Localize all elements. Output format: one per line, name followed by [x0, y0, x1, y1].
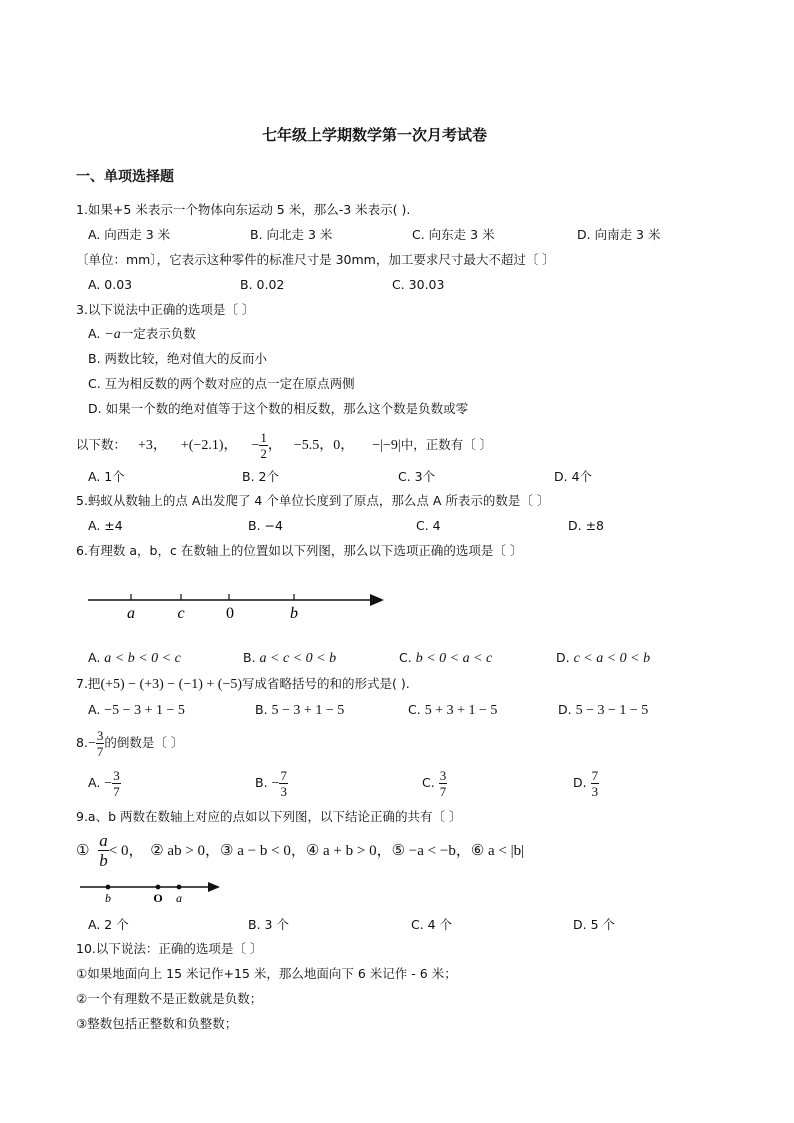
q9-label-a: a — [176, 891, 182, 905]
q6-stem: 6.有理数 a，b，c 在数轴上的位置如以下列图，那么以下选项正确的选项是〔 〕 — [76, 543, 523, 558]
q7-option-b: B. 5 − 3 + 1 − 5 — [255, 702, 345, 718]
q9-label-b: b — [105, 891, 111, 905]
q4-option-a: A. 1个 — [88, 469, 125, 484]
q3-option-a — [88, 328, 196, 342]
q10-statement-2: ②一个有理数不是正数就是负数； — [76, 991, 263, 1006]
q6-arrow-icon — [370, 594, 384, 606]
q9-option-c: C. 4 个 — [411, 917, 453, 932]
q4-number-3-sign: − — [251, 438, 260, 453]
q9-fraction-a-over-b: $\frac{a}{b}$ — [99, 831, 108, 870]
q6-label-a: a — [127, 605, 135, 622]
q5-option-b: B. −4 — [248, 518, 283, 533]
q9-arrow-icon — [208, 882, 220, 892]
q2-stem: 〔单位：mm〕，它表示这种零件的标准尺寸是 30mm，加工要求尺寸最大不超过〔 〕 — [76, 252, 555, 267]
q6-number-line — [80, 585, 390, 625]
q6-option-b: B. a < c < 0 < b — [243, 650, 337, 666]
q9-label-o: O — [153, 891, 163, 905]
q2-option-a: A. 0.03 — [88, 277, 133, 292]
q10-stem: 10.以下说法：正确的选项是〔 〕 — [76, 941, 263, 956]
q9-stem: 9.a、b 两数在数轴上对应的点如以下列图，以下结论正确的共有〔 〕 — [76, 809, 462, 824]
q1-option-d: D. 向南走 3 米 — [577, 227, 661, 242]
q7-option-c: C. 5 + 3 + 1 − 5 — [408, 702, 498, 718]
q4-number-2: +(−2.1)， — [180, 438, 238, 453]
q4-number-1: +3， — [138, 438, 167, 453]
q9-statements-rest: ② ab > 0，③ a − b < 0，④ a + b > 0，⑤ −a < −b，⑥ a < |b| — [150, 843, 525, 859]
q2-option-b: B. 0.02 — [240, 277, 285, 292]
q10-statement-1: ①如果地面向上 15 米记作+15 米，那么地面向下 6 米记作 - 6 米； — [76, 966, 457, 981]
q9-option-a: A. 2 个 — [88, 917, 129, 932]
q9-point-a — [177, 885, 182, 890]
q9-option-b: B. 3 个 — [248, 917, 289, 932]
q4-number-5: −|−9| — [372, 438, 401, 453]
q4-option-c: C. 3个 — [398, 469, 436, 484]
q5-option-d: D. ±8 — [568, 518, 604, 533]
q4-number-4: −5.5，0， — [293, 438, 355, 453]
q1-option-a: A. 向西走 3 米 — [88, 227, 171, 242]
q7-option-d: D. 5 − 3 − 1 − 5 — [558, 702, 649, 718]
q6-label-0: 0 — [226, 605, 234, 622]
q5-option-c: C. 4 — [416, 518, 441, 533]
q3-option-d: D. 如果一个数的绝对值等于这个数的相反数，那么这个数是负数或零 — [88, 401, 469, 416]
q9-point-b — [106, 885, 111, 890]
q10-statement-3: ③整数包括正整数和负整数； — [76, 1016, 238, 1031]
q7-expression: (+5) − (+3) − (−1) + (−5) — [100, 677, 243, 692]
q3-option-a-math: −a — [104, 327, 121, 342]
q9-option-d: D. 5 个 — [573, 917, 615, 932]
q2-option-c: C. 30.03 — [392, 277, 445, 292]
q1-option-b: B. 向北走 3 米 — [250, 227, 333, 242]
q4-option-b: B. 2个 — [242, 469, 279, 484]
q5-stem: 5.蚂蚁从数轴上的点 A出发爬了 4 个单位长度到了原点，那么点 A 所表示的数是〔 〕 — [76, 493, 550, 508]
q4-number-3-fraction: $\frac{1}{2}$ — [260, 430, 267, 461]
q4-lead: 以下数： — [76, 437, 127, 452]
q4-stem: 以下数： +3， +(−2.1)， − $\frac{1}{2}$ ， −5.5，0， −|−9|中，正数有〔 〕 — [76, 430, 493, 461]
q7-option-a: A. −5 − 3 + 1 − 5 — [88, 702, 185, 718]
q3-option-c: C. 互为相反数的两个数对应的点一定在原点两侧 — [88, 376, 355, 391]
q8-option-d: D. $\frac{7}{3}$ — [573, 768, 599, 799]
q1-stem: 1.如果+5 米表示一个物体向东运动 5 米，那么-3 米表示( ). — [76, 202, 411, 217]
q4-option-d: D. 4个 — [554, 469, 593, 484]
page-title: 七年级上学期数学第一次月考试卷 — [262, 126, 488, 144]
q8-option-b: B. − $\frac{7}{3}$ — [255, 768, 287, 799]
q6-label-c: c — [177, 605, 185, 622]
q3-option-a-label: A. — [88, 326, 105, 341]
q4-tail: 中，正数有〔 〕 — [400, 437, 493, 452]
q8-fraction: $\frac{3}{7}$ — [96, 728, 104, 759]
q7-stem: 7.把(+5) − (+3) − (−1) + (−5)写成省略括号的和的形式是( ). — [76, 676, 410, 692]
q8-option-a: A. − $\frac{3}{7}$ — [88, 768, 120, 799]
q3-option-a-text: 一定表示负数 — [120, 326, 196, 341]
q9-number-line — [80, 878, 224, 908]
q6-label-b: b — [290, 605, 298, 622]
q3-stem: 3.以下说法中正确的选项是〔 〕 — [76, 302, 255, 317]
q8-option-c: C. $\frac{3}{7}$ — [422, 768, 447, 799]
q9-statements: ① $\frac{a}{b}$ < 0， ② ab > 0，③ a − b < 0，④ a + b > 0，⑤ −a < −b，⑥ a < |b| — [76, 831, 525, 870]
q5-option-a: A. ±4 — [88, 518, 123, 533]
q6-option-a: A. a < b < 0 < c — [88, 650, 181, 666]
q8-stem: 8.− $\frac{3}{7}$ 的倒数是〔 〕 — [76, 728, 184, 759]
q1-option-c: C. 向东走 3 米 — [412, 227, 495, 242]
q3-option-b: B. 两数比较，绝对值大的反而小 — [88, 351, 268, 366]
section-heading: 一、单项选择题 — [76, 169, 174, 185]
q6-option-d: D. c < a < 0 < b — [556, 650, 651, 666]
q9-point-o — [156, 885, 161, 890]
q6-option-c: C. b < 0 < a < c — [399, 650, 493, 666]
